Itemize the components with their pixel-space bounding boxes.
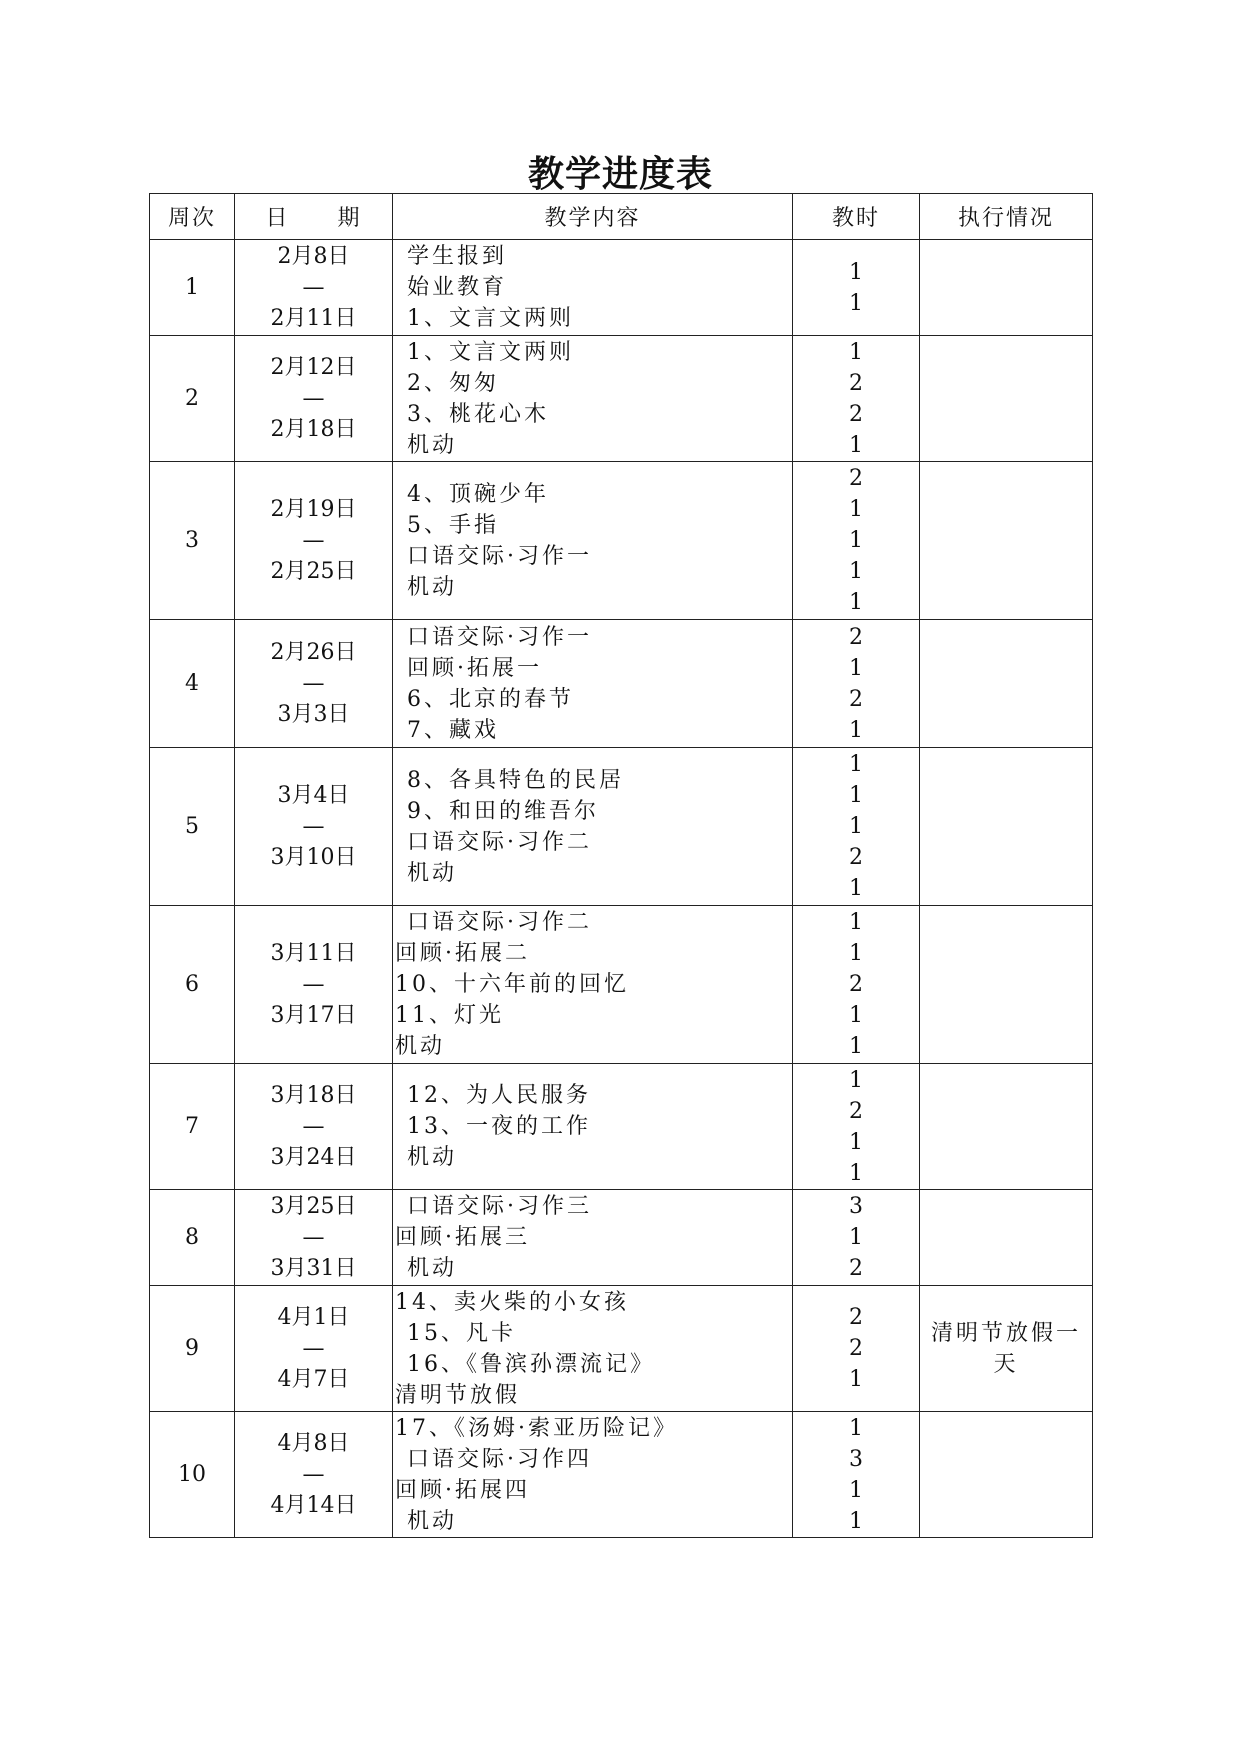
hours-value: 1 [849,1160,863,1186]
date-start: 3月18日 [270,1083,357,1108]
date-separator: — [302,972,325,997]
date-end: 3月3日 [277,702,350,727]
hours-value: 1 [849,339,863,365]
week-cell: 7 [150,1064,235,1190]
status-cell [920,240,1093,336]
hours-cell [793,906,920,1064]
content-line: 清明节放假 [395,1382,521,1408]
date-start: 2月8日 [277,244,350,269]
hours-value: 1 [849,1477,863,1503]
hours-value: 2 [849,1336,863,1361]
hours-value: 2 [849,624,863,650]
status-cell: 清明节放假一天 [920,1286,1093,1412]
content-line: 11、灯光 [395,1003,504,1028]
hours-value: 1 [849,941,863,966]
table-row [150,240,1093,336]
content-line: 1、文言文两则 [407,306,574,331]
date-start: 3月11日 [270,941,357,966]
content-cell [393,462,793,620]
content-line: 5、手指 [407,512,499,538]
content-line: 回顾·拓展四 [395,1477,530,1503]
table-row [150,1190,1093,1286]
date-separator: — [302,1225,325,1250]
page-title: 教学进度表 [527,154,713,195]
table-row [150,906,1093,1064]
content-line: 口语交际·习作二 [407,829,592,855]
status-cell [920,1190,1093,1286]
content-line: 口语交际·习作三 [407,1194,592,1219]
date-start: 2月12日 [270,355,357,380]
content-line: 回顾·拓展三 [395,1225,530,1250]
hours-cell [793,1190,920,1286]
content-line: 13、一夜的工作 [407,1114,591,1139]
hours-cell [793,1412,920,1538]
status-cell [920,748,1093,906]
date-separator: — [302,386,325,411]
hours-value: 1 [849,814,863,839]
date-start: 2月26日 [270,640,357,665]
hours-cell [793,1064,920,1190]
table-row [150,620,1093,748]
content-cell [393,906,793,1064]
content-line: 9、和田的维吾尔 [407,798,599,824]
header-hours: 教时 [793,194,920,240]
date-cell [235,906,393,1064]
content-line: 机动 [395,1034,446,1059]
date-cell [235,1190,393,1286]
hours-cell [793,240,920,336]
date-end: 3月17日 [270,1003,357,1028]
content-cell [393,240,793,336]
content-cell [393,1190,793,1286]
content-line: 机动 [407,1256,458,1281]
date-separator: — [302,1114,325,1139]
date-separator: — [302,275,325,300]
content-line: 3、桃花心木 [407,401,549,427]
hours-cell [793,462,920,620]
table-row [150,336,1093,462]
date-cell [235,1412,393,1538]
content-line: 16、《鲁滨孙漂流记》 [407,1351,655,1377]
hours-value: 1 [849,497,863,522]
date-end: 2月25日 [270,559,357,584]
content-cell [393,748,793,906]
date-separator: — [302,1336,325,1361]
hours-cell [793,620,920,748]
table-row [150,1064,1093,1190]
status-cell [920,462,1093,620]
hours-value: 2 [849,370,863,396]
hours-value: 2 [849,1256,863,1281]
date-end: 3月10日 [270,845,357,870]
hours-value: 1 [849,655,863,681]
hours-value: 2 [849,972,863,997]
hours-value: 3 [849,1194,863,1219]
hours-value: 1 [849,910,863,935]
schedule-body [150,240,1093,1538]
date-end: 4月14日 [270,1493,357,1518]
content-line: 始业教育 [407,275,508,300]
week-cell: 3 [150,462,235,620]
hours-value: 2 [849,1305,863,1330]
week-cell: 4 [150,620,235,748]
week-cell: 5 [150,748,235,906]
content-cell [393,1286,793,1412]
date-start: 3月25日 [270,1194,357,1219]
hours-value: 1 [849,1508,863,1534]
hours-value: 2 [849,1098,863,1124]
date-start: 2月19日 [270,497,357,522]
hours-value: 1 [849,1129,863,1155]
date-separator: — [302,814,325,839]
hours-value: 1 [849,1225,863,1250]
content-line: 口语交际·习作一 [407,543,592,569]
date-cell [235,620,393,748]
date-cell [235,462,393,620]
content-line: 1、文言文两则 [407,339,574,365]
content-line: 10、十六年前的回忆 [395,972,629,997]
date-separator: — [302,528,325,553]
hours-cell [793,336,920,462]
hours-value: 1 [849,783,863,808]
content-line: 8、各具特色的民居 [407,767,624,793]
hours-value: 1 [849,1034,863,1059]
date-start: 4月8日 [277,1431,350,1456]
content-line: 机动 [407,1145,458,1170]
date-end: 4月7日 [277,1367,350,1392]
hours-value: 1 [849,432,863,458]
status-cell [920,620,1093,748]
week-cell: 1 [150,240,235,336]
table-row [150,1286,1093,1412]
hours-value: 2 [849,686,863,712]
date-start: 3月4日 [277,783,350,808]
date-cell [235,240,393,336]
hours-value: 2 [849,401,863,427]
content-line: 机动 [407,432,458,458]
table-row [150,748,1093,906]
status-cell [920,1412,1093,1538]
status-cell [920,906,1093,1064]
hours-value: 1 [849,290,863,316]
hours-value: 1 [849,1367,863,1392]
status-cell [920,1064,1093,1190]
hours-value: 1 [849,590,863,615]
hours-value: 1 [849,259,863,285]
date-end: 3月24日 [270,1145,357,1170]
date-end: 2月18日 [270,417,357,442]
hours-value: 1 [849,876,863,901]
content-line: 6、北京的春节 [407,686,574,712]
content-line: 4、顶碗少年 [407,481,549,507]
status-cell [920,336,1093,462]
week-cell: 2 [150,336,235,462]
content-cell [393,620,793,748]
hours-value: 1 [849,1067,863,1093]
hours-cell [793,748,920,906]
date-cell [235,1286,393,1412]
hours-cell [793,1286,920,1412]
content-line: 2、匆匆 [407,370,499,396]
hours-value: 1 [849,1415,863,1441]
hours-value: 2 [849,845,863,870]
week-cell: 8 [150,1190,235,1286]
date-cell [235,748,393,906]
schedule-table [149,193,1093,1538]
week-cell: 9 [150,1286,235,1412]
header-status: 执行情况 [920,194,1093,240]
header-week: 周次 [150,194,235,240]
week-cell: 6 [150,906,235,1064]
hours-value: 3 [849,1446,863,1472]
date-cell [235,1064,393,1190]
content-cell [393,1064,793,1190]
content-line: 14、卖火柴的小女孩 [395,1289,629,1315]
table-row [150,462,1093,620]
header-content: 教学内容 [393,194,793,240]
header-row [150,194,1093,240]
content-line: 12、为人民服务 [407,1083,591,1108]
date-separator: — [302,671,325,696]
hours-value: 1 [849,717,863,743]
content-line: 回顾·拓展二 [395,941,530,966]
content-line: 7、藏戏 [407,717,499,743]
content-line: 学生报到 [407,244,508,269]
content-line: 机动 [407,574,458,600]
content-line: 口语交际·习作四 [407,1446,592,1472]
content-line: 机动 [407,860,458,886]
content-line: 15、凡卡 [407,1320,516,1346]
date-start: 4月1日 [277,1305,350,1330]
content-line: 回顾·拓展一 [407,655,542,681]
date-separator: — [302,1462,325,1487]
date-cell [235,336,393,462]
week-cell: 10 [150,1412,235,1538]
content-line: 17、《汤姆·索亚历险记》 [395,1415,678,1441]
content-line: 机动 [407,1508,458,1534]
hours-value: 1 [849,559,863,584]
hours-value: 2 [849,466,863,491]
hours-value: 1 [849,528,863,553]
content-line: 口语交际·习作二 [407,910,592,935]
content-line: 口语交际·习作一 [407,624,592,650]
hours-value: 1 [849,752,863,777]
date-end: 3月31日 [270,1256,357,1281]
header-date: 日 期 [235,194,393,240]
date-end: 2月11日 [270,306,357,331]
table-row [150,1412,1093,1538]
hours-value: 1 [849,1003,863,1028]
content-cell [393,336,793,462]
content-cell [393,1412,793,1538]
